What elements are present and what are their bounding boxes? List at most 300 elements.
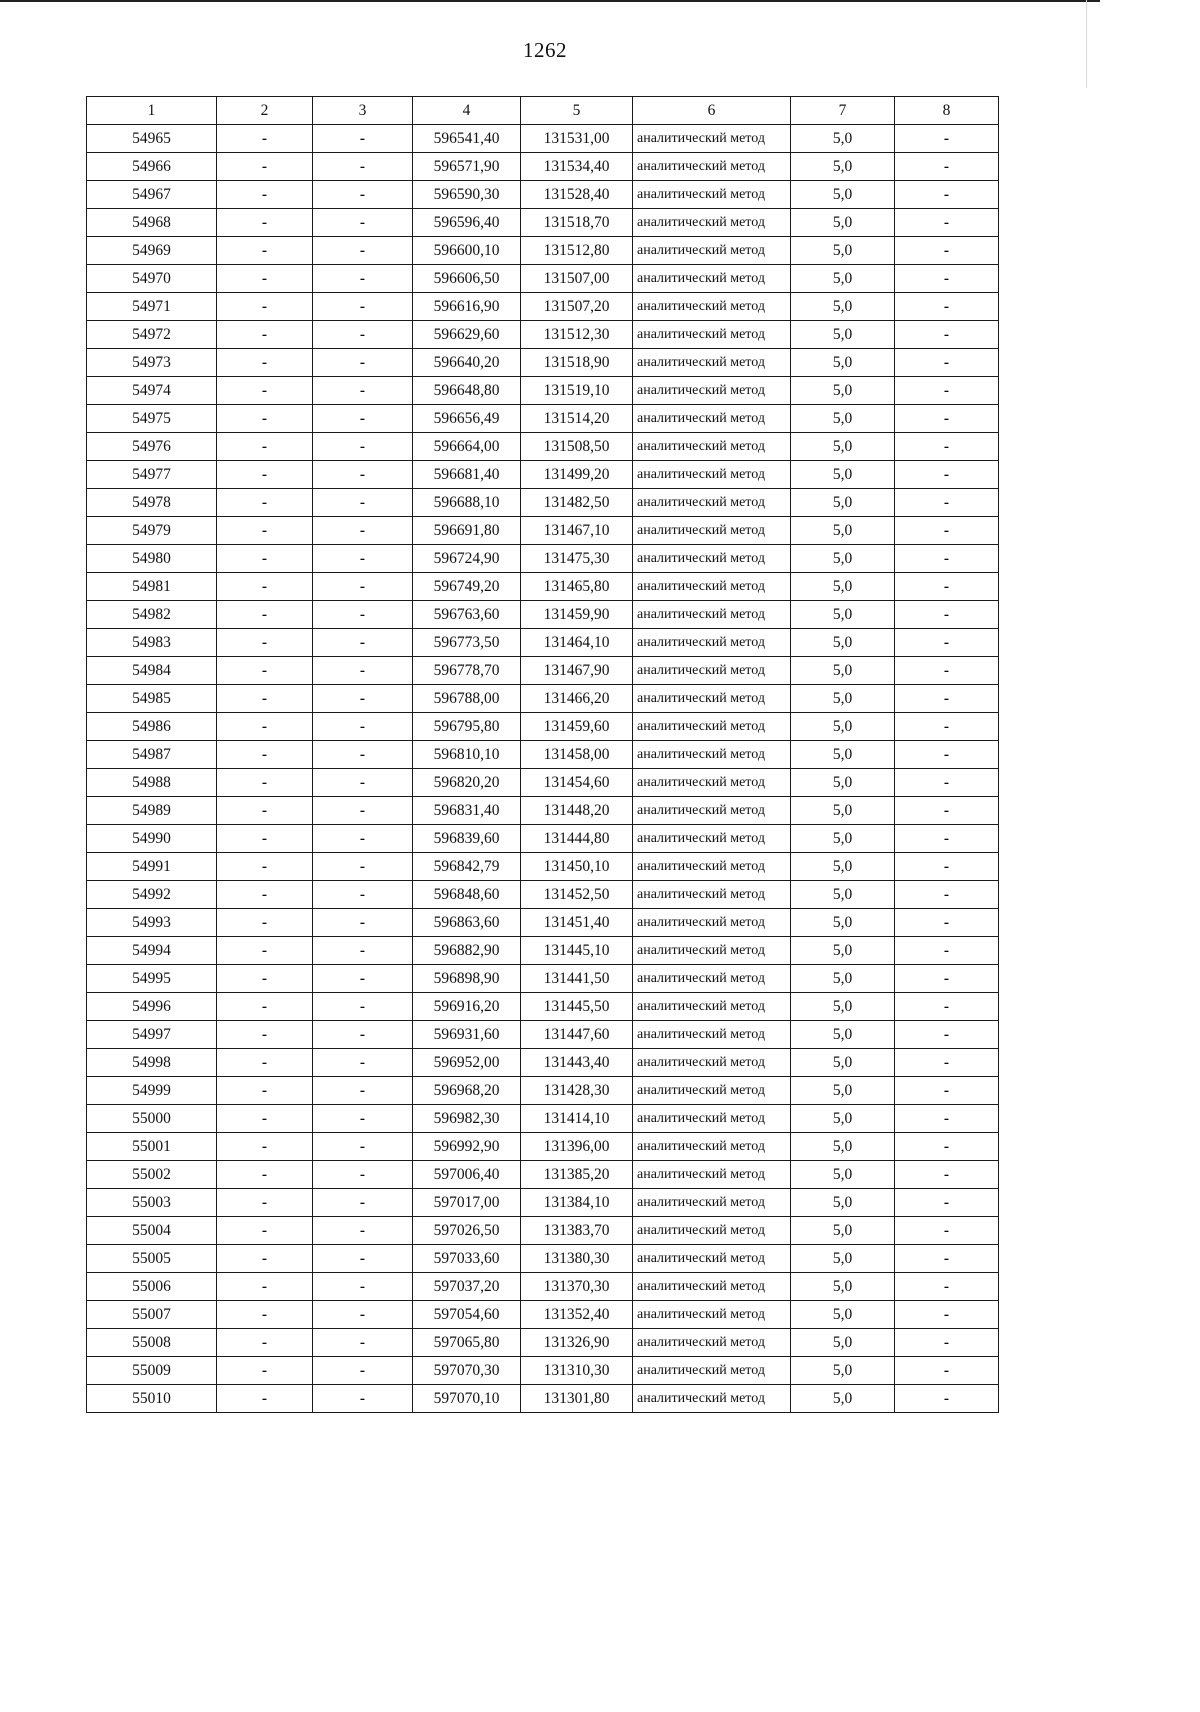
y-coordinate-cell: 131383,70 (521, 1217, 633, 1245)
accuracy-cell: 5,0 (791, 153, 895, 181)
column-3-cell: - (313, 629, 413, 657)
column-2-cell: - (217, 853, 313, 881)
column-3-cell: - (313, 1161, 413, 1189)
table-row (87, 1301, 999, 1329)
column-8-cell: - (895, 153, 999, 181)
accuracy-cell: 5,0 (791, 237, 895, 265)
top-border-rule (0, 0, 1100, 2)
column-2-cell: - (217, 1357, 313, 1385)
column-3-cell: - (313, 993, 413, 1021)
table-row (87, 741, 999, 769)
point-number-cell: 54973 (87, 349, 217, 377)
table-row (87, 797, 999, 825)
column-2-cell: - (217, 1049, 313, 1077)
column-3-cell: - (313, 209, 413, 237)
column-8-cell: - (895, 1077, 999, 1105)
column-3-cell: - (313, 153, 413, 181)
x-coordinate-cell: 597070,30 (413, 1357, 521, 1385)
method-cell: аналитический метод (633, 601, 791, 629)
y-coordinate-cell: 131414,10 (521, 1105, 633, 1133)
column-3-cell: - (313, 433, 413, 461)
point-number-cell: 54980 (87, 545, 217, 573)
column-header: 7 (791, 97, 895, 125)
y-coordinate-cell: 131352,40 (521, 1301, 633, 1329)
y-coordinate-cell: 131448,20 (521, 797, 633, 825)
x-coordinate-cell: 596839,60 (413, 825, 521, 853)
y-coordinate-cell: 131507,00 (521, 265, 633, 293)
column-2-cell: - (217, 405, 313, 433)
x-coordinate-cell: 596590,30 (413, 181, 521, 209)
column-3-cell: - (313, 545, 413, 573)
column-3-cell: - (313, 1217, 413, 1245)
accuracy-cell: 5,0 (791, 657, 895, 685)
x-coordinate-cell: 596629,60 (413, 321, 521, 349)
point-number-cell: 54967 (87, 181, 217, 209)
table-row (87, 1077, 999, 1105)
column-3-cell: - (313, 377, 413, 405)
point-number-cell: 55004 (87, 1217, 217, 1245)
x-coordinate-cell: 596916,20 (413, 993, 521, 1021)
column-header: 3 (313, 97, 413, 125)
accuracy-cell: 5,0 (791, 685, 895, 713)
x-coordinate-cell: 596842,79 (413, 853, 521, 881)
column-3-cell: - (313, 1273, 413, 1301)
x-coordinate-cell: 596778,70 (413, 657, 521, 685)
x-coordinate-cell: 596596,40 (413, 209, 521, 237)
table-row (87, 629, 999, 657)
accuracy-cell: 5,0 (791, 993, 895, 1021)
table-row (87, 1105, 999, 1133)
column-2-cell: - (217, 433, 313, 461)
table-row (87, 405, 999, 433)
table-row (87, 853, 999, 881)
column-2-cell: - (217, 797, 313, 825)
accuracy-cell: 5,0 (791, 1357, 895, 1385)
column-3-cell: - (313, 321, 413, 349)
y-coordinate-cell: 131459,90 (521, 601, 633, 629)
x-coordinate-cell: 596863,60 (413, 909, 521, 937)
column-8-cell: - (895, 237, 999, 265)
accuracy-cell: 5,0 (791, 489, 895, 517)
method-cell: аналитический метод (633, 1245, 791, 1273)
column-3-cell: - (313, 825, 413, 853)
point-number-cell: 54989 (87, 797, 217, 825)
table-row (87, 181, 999, 209)
y-coordinate-cell: 131454,60 (521, 769, 633, 797)
column-2-cell: - (217, 993, 313, 1021)
table-row (87, 769, 999, 797)
method-cell: аналитический метод (633, 1357, 791, 1385)
accuracy-cell: 5,0 (791, 517, 895, 545)
point-number-cell: 54995 (87, 965, 217, 993)
column-2-cell: - (217, 881, 313, 909)
y-coordinate-cell: 131512,80 (521, 237, 633, 265)
column-8-cell: - (895, 209, 999, 237)
x-coordinate-cell: 596656,49 (413, 405, 521, 433)
table-row (87, 601, 999, 629)
point-number-cell: 54975 (87, 405, 217, 433)
table-row (87, 1021, 999, 1049)
accuracy-cell: 5,0 (791, 405, 895, 433)
column-8-cell: - (895, 321, 999, 349)
accuracy-cell: 5,0 (791, 741, 895, 769)
accuracy-cell: 5,0 (791, 853, 895, 881)
column-2-cell: - (217, 573, 313, 601)
point-number-cell: 55000 (87, 1105, 217, 1133)
method-cell: аналитический метод (633, 657, 791, 685)
y-coordinate-cell: 131482,50 (521, 489, 633, 517)
column-2-cell: - (217, 965, 313, 993)
method-cell: аналитический метод (633, 461, 791, 489)
column-2-cell: - (217, 1189, 313, 1217)
column-8-cell: - (895, 1273, 999, 1301)
method-cell: аналитический метод (633, 1189, 791, 1217)
column-header: 8 (895, 97, 999, 125)
method-cell: аналитический метод (633, 545, 791, 573)
column-3-cell: - (313, 1385, 413, 1413)
accuracy-cell: 5,0 (791, 629, 895, 657)
column-3-cell: - (313, 1105, 413, 1133)
point-number-cell: 54985 (87, 685, 217, 713)
x-coordinate-cell: 597054,60 (413, 1301, 521, 1329)
table-row (87, 517, 999, 545)
column-2-cell: - (217, 181, 313, 209)
accuracy-cell: 5,0 (791, 293, 895, 321)
x-coordinate-cell: 597037,20 (413, 1273, 521, 1301)
column-2-cell: - (217, 657, 313, 685)
column-2-cell: - (217, 349, 313, 377)
column-8-cell: - (895, 825, 999, 853)
y-coordinate-cell: 131444,80 (521, 825, 633, 853)
table-row (87, 265, 999, 293)
y-coordinate-cell: 131451,40 (521, 909, 633, 937)
column-3-cell: - (313, 1049, 413, 1077)
method-cell: аналитический метод (633, 741, 791, 769)
y-coordinate-cell: 131445,10 (521, 937, 633, 965)
point-number-cell: 54984 (87, 657, 217, 685)
method-cell: аналитический метод (633, 1077, 791, 1105)
y-coordinate-cell: 131534,40 (521, 153, 633, 181)
accuracy-cell: 5,0 (791, 825, 895, 853)
column-2-cell: - (217, 1329, 313, 1357)
accuracy-cell: 5,0 (791, 1161, 895, 1189)
column-8-cell: - (895, 1189, 999, 1217)
x-coordinate-cell: 596882,90 (413, 937, 521, 965)
column-3-cell: - (313, 405, 413, 433)
column-8-cell: - (895, 349, 999, 377)
column-3-cell: - (313, 769, 413, 797)
table-row (87, 713, 999, 741)
table-row (87, 153, 999, 181)
column-8-cell: - (895, 489, 999, 517)
table-row (87, 349, 999, 377)
point-number-cell: 54981 (87, 573, 217, 601)
x-coordinate-cell: 596952,00 (413, 1049, 521, 1077)
column-3-cell: - (313, 349, 413, 377)
point-number-cell: 54969 (87, 237, 217, 265)
column-8-cell: - (895, 1329, 999, 1357)
accuracy-cell: 5,0 (791, 461, 895, 489)
table-row (87, 1385, 999, 1413)
x-coordinate-cell: 596648,80 (413, 377, 521, 405)
column-8-cell: - (895, 433, 999, 461)
column-3-cell: - (313, 713, 413, 741)
column-3-cell: - (313, 741, 413, 769)
point-number-cell: 54994 (87, 937, 217, 965)
accuracy-cell: 5,0 (791, 1105, 895, 1133)
column-3-cell: - (313, 1245, 413, 1273)
x-coordinate-cell: 597017,00 (413, 1189, 521, 1217)
point-number-cell: 54976 (87, 433, 217, 461)
point-number-cell: 54978 (87, 489, 217, 517)
x-coordinate-cell: 596763,60 (413, 601, 521, 629)
point-number-cell: 55010 (87, 1385, 217, 1413)
point-number-cell: 55008 (87, 1329, 217, 1357)
y-coordinate-cell: 131396,00 (521, 1133, 633, 1161)
column-2-cell: - (217, 769, 313, 797)
y-coordinate-cell: 131508,50 (521, 433, 633, 461)
table-row (87, 1329, 999, 1357)
accuracy-cell: 5,0 (791, 797, 895, 825)
column-8-cell: - (895, 713, 999, 741)
accuracy-cell: 5,0 (791, 181, 895, 209)
x-coordinate-cell: 596931,60 (413, 1021, 521, 1049)
column-2-cell: - (217, 545, 313, 573)
column-3-cell: - (313, 937, 413, 965)
column-8-cell: - (895, 685, 999, 713)
column-8-cell: - (895, 937, 999, 965)
x-coordinate-cell: 597006,40 (413, 1161, 521, 1189)
y-coordinate-cell: 131385,20 (521, 1161, 633, 1189)
accuracy-cell: 5,0 (791, 1301, 895, 1329)
point-number-cell: 54999 (87, 1077, 217, 1105)
y-coordinate-cell: 131518,90 (521, 349, 633, 377)
table-row (87, 1357, 999, 1385)
accuracy-cell: 5,0 (791, 1189, 895, 1217)
method-cell: аналитический метод (633, 629, 791, 657)
column-2-cell: - (217, 937, 313, 965)
table-row (87, 433, 999, 461)
column-2-cell: - (217, 377, 313, 405)
method-cell: аналитический метод (633, 573, 791, 601)
method-cell: аналитический метод (633, 1133, 791, 1161)
method-cell: аналитический метод (633, 517, 791, 545)
point-number-cell: 54982 (87, 601, 217, 629)
point-number-cell: 54970 (87, 265, 217, 293)
x-coordinate-cell: 596773,50 (413, 629, 521, 657)
method-cell: аналитический метод (633, 825, 791, 853)
point-number-cell: 54992 (87, 881, 217, 909)
point-number-cell: 55007 (87, 1301, 217, 1329)
column-8-cell: - (895, 853, 999, 881)
x-coordinate-cell: 596968,20 (413, 1077, 521, 1105)
x-coordinate-cell: 596691,80 (413, 517, 521, 545)
column-2-cell: - (217, 237, 313, 265)
column-3-cell: - (313, 965, 413, 993)
accuracy-cell: 5,0 (791, 1385, 895, 1413)
column-2-cell: - (217, 685, 313, 713)
accuracy-cell: 5,0 (791, 909, 895, 937)
method-cell: аналитический метод (633, 713, 791, 741)
column-8-cell: - (895, 601, 999, 629)
table-row (87, 909, 999, 937)
column-2-cell: - (217, 461, 313, 489)
method-cell: аналитический метод (633, 1301, 791, 1329)
column-8-cell: - (895, 517, 999, 545)
column-header: 1 (87, 97, 217, 125)
method-cell: аналитический метод (633, 377, 791, 405)
table-row (87, 461, 999, 489)
accuracy-cell: 5,0 (791, 1217, 895, 1245)
column-8-cell: - (895, 405, 999, 433)
x-coordinate-cell: 596664,00 (413, 433, 521, 461)
column-8-cell: - (895, 965, 999, 993)
page-number: 1262 (523, 38, 567, 62)
accuracy-cell: 5,0 (791, 1049, 895, 1077)
column-3-cell: - (313, 1077, 413, 1105)
column-2-cell: - (217, 1161, 313, 1189)
method-cell: аналитический метод (633, 1217, 791, 1245)
x-coordinate-cell: 596600,10 (413, 237, 521, 265)
y-coordinate-cell: 131428,30 (521, 1077, 633, 1105)
method-cell: аналитический метод (633, 405, 791, 433)
column-8-cell: - (895, 545, 999, 573)
column-3-cell: - (313, 461, 413, 489)
column-3-cell: - (313, 881, 413, 909)
method-cell: аналитический метод (633, 1273, 791, 1301)
table-row (87, 657, 999, 685)
method-cell: аналитический метод (633, 433, 791, 461)
point-number-cell: 54991 (87, 853, 217, 881)
method-cell: аналитический метод (633, 1105, 791, 1133)
method-cell: аналитический метод (633, 209, 791, 237)
accuracy-cell: 5,0 (791, 125, 895, 153)
table-row (87, 209, 999, 237)
accuracy-cell: 5,0 (791, 881, 895, 909)
y-coordinate-cell: 131380,30 (521, 1245, 633, 1273)
accuracy-cell: 5,0 (791, 965, 895, 993)
column-2-cell: - (217, 1385, 313, 1413)
accuracy-cell: 5,0 (791, 209, 895, 237)
x-coordinate-cell: 596898,90 (413, 965, 521, 993)
coordinates-table (86, 96, 999, 1413)
column-2-cell: - (217, 489, 313, 517)
accuracy-cell: 5,0 (791, 433, 895, 461)
table-row (87, 1133, 999, 1161)
x-coordinate-cell: 596749,20 (413, 573, 521, 601)
column-8-cell: - (895, 741, 999, 769)
method-cell: аналитический метод (633, 321, 791, 349)
column-2-cell: - (217, 1301, 313, 1329)
table-row (87, 937, 999, 965)
column-8-cell: - (895, 461, 999, 489)
accuracy-cell: 5,0 (791, 769, 895, 797)
point-number-cell: 55009 (87, 1357, 217, 1385)
accuracy-cell: 5,0 (791, 321, 895, 349)
table-row (87, 993, 999, 1021)
method-cell: аналитический метод (633, 125, 791, 153)
column-2-cell: - (217, 713, 313, 741)
x-coordinate-cell: 597070,10 (413, 1385, 521, 1413)
method-cell: аналитический метод (633, 1329, 791, 1357)
x-coordinate-cell: 596640,20 (413, 349, 521, 377)
column-8-cell: - (895, 1021, 999, 1049)
column-3-cell: - (313, 265, 413, 293)
column-8-cell: - (895, 1301, 999, 1329)
y-coordinate-cell: 131465,80 (521, 573, 633, 601)
column-3-cell: - (313, 797, 413, 825)
accuracy-cell: 5,0 (791, 1021, 895, 1049)
y-coordinate-cell: 131518,70 (521, 209, 633, 237)
column-8-cell: - (895, 797, 999, 825)
y-coordinate-cell: 131384,10 (521, 1189, 633, 1217)
point-number-cell: 55002 (87, 1161, 217, 1189)
x-coordinate-cell: 596606,50 (413, 265, 521, 293)
method-cell: аналитический метод (633, 685, 791, 713)
y-coordinate-cell: 131310,30 (521, 1357, 633, 1385)
x-coordinate-cell: 596724,90 (413, 545, 521, 573)
column-header: 4 (413, 97, 521, 125)
y-coordinate-cell: 131519,10 (521, 377, 633, 405)
method-cell: аналитический метод (633, 853, 791, 881)
point-number-cell: 54979 (87, 517, 217, 545)
column-2-cell: - (217, 125, 313, 153)
method-cell: аналитический метод (633, 993, 791, 1021)
column-3-cell: - (313, 657, 413, 685)
column-8-cell: - (895, 1245, 999, 1273)
point-number-cell: 54974 (87, 377, 217, 405)
x-coordinate-cell: 596571,90 (413, 153, 521, 181)
column-header: 5 (521, 97, 633, 125)
column-8-cell: - (895, 377, 999, 405)
column-3-cell: - (313, 293, 413, 321)
method-cell: аналитический метод (633, 349, 791, 377)
column-3-cell: - (313, 1301, 413, 1329)
column-2-cell: - (217, 153, 313, 181)
accuracy-cell: 5,0 (791, 713, 895, 741)
x-coordinate-cell: 596616,90 (413, 293, 521, 321)
point-number-cell: 54986 (87, 713, 217, 741)
x-coordinate-cell: 596820,20 (413, 769, 521, 797)
point-number-cell: 54983 (87, 629, 217, 657)
column-8-cell: - (895, 1105, 999, 1133)
table-row (87, 685, 999, 713)
column-3-cell: - (313, 1189, 413, 1217)
accuracy-cell: 5,0 (791, 1329, 895, 1357)
x-coordinate-cell: 596831,40 (413, 797, 521, 825)
y-coordinate-cell: 131528,40 (521, 181, 633, 209)
column-2-cell: - (217, 1105, 313, 1133)
y-coordinate-cell: 131443,40 (521, 1049, 633, 1077)
x-coordinate-cell: 597065,80 (413, 1329, 521, 1357)
x-coordinate-cell: 596810,10 (413, 741, 521, 769)
column-8-cell: - (895, 265, 999, 293)
point-number-cell: 54996 (87, 993, 217, 1021)
column-8-cell: - (895, 993, 999, 1021)
table-row (87, 125, 999, 153)
column-3-cell: - (313, 181, 413, 209)
x-coordinate-cell: 596848,60 (413, 881, 521, 909)
y-coordinate-cell: 131475,30 (521, 545, 633, 573)
method-cell: аналитический метод (633, 937, 791, 965)
column-8-cell: - (895, 1133, 999, 1161)
table-row (87, 1189, 999, 1217)
method-cell: аналитический метод (633, 769, 791, 797)
point-number-cell: 55006 (87, 1273, 217, 1301)
table-header-row (87, 97, 999, 125)
accuracy-cell: 5,0 (791, 349, 895, 377)
column-header: 2 (217, 97, 313, 125)
